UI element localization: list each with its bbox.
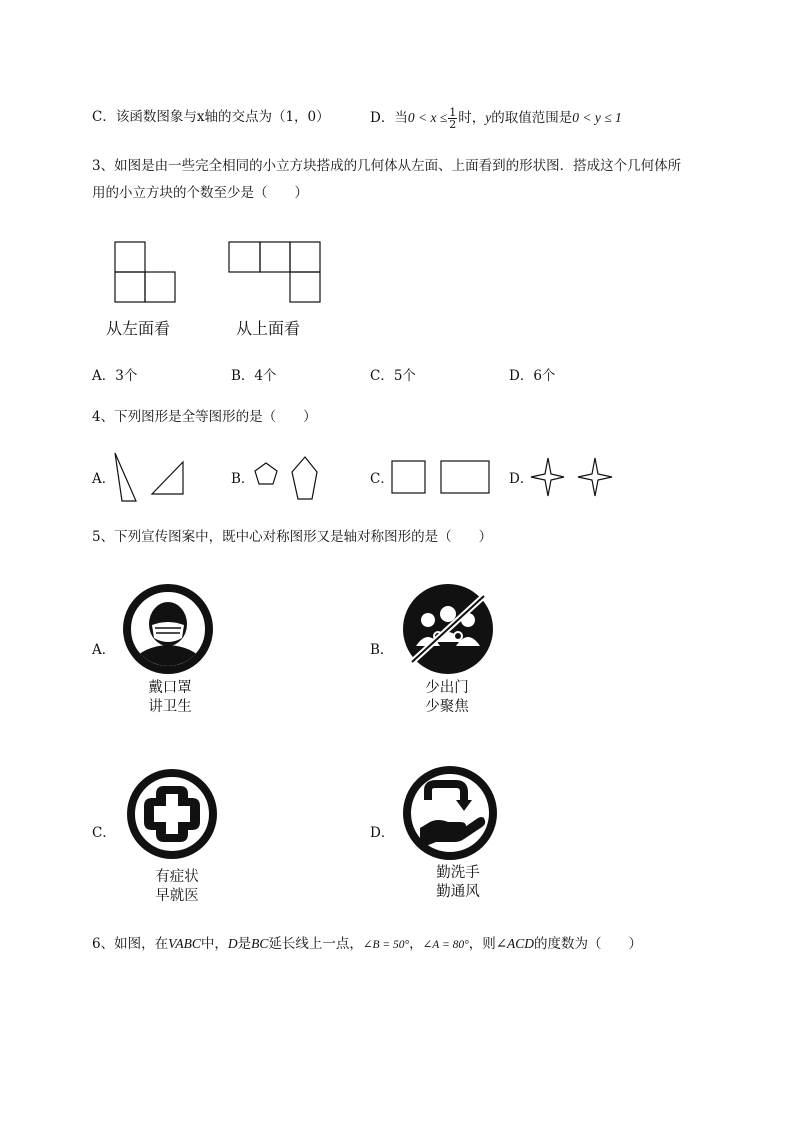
top-view-figure — [225, 238, 325, 304]
q4-option-c-label[interactable]: C． — [370, 471, 394, 487]
q5-option-d-label[interactable]: D． — [370, 825, 395, 841]
q4-stem: 4、下列图形是全等图形的是（ ） — [92, 409, 317, 425]
no-crowd-icon — [398, 584, 498, 674]
q6-mid3: 延长线上一点， — [268, 936, 363, 952]
caption-line: 戴口罩 — [148, 680, 192, 696]
q2-option-d-var: y — [485, 110, 492, 125]
q5-option-c-caption — [137, 868, 217, 906]
q5-stem: 5、下列宣传图案中，既中心对称图形又是轴对称图形的是（ ） — [92, 529, 493, 545]
q5-option-a-label[interactable]: A． — [92, 642, 116, 658]
q2-option-c: C．该函数图象与x轴的交点为（1，0） — [92, 109, 330, 125]
q6-mid2: 是 — [237, 936, 252, 952]
q2-option-d-suffix: 的取值范围是 — [491, 110, 573, 126]
q4-option-c-rectangles — [390, 459, 492, 495]
caption-line: 有症状 — [155, 869, 199, 885]
fraction-numerator: 1 — [449, 106, 457, 119]
q2-option-d-prefix: D．当 — [370, 110, 408, 126]
mask-icon — [119, 584, 217, 674]
left-view-figure — [110, 238, 180, 304]
q6-angle-a: ∠A = 80° — [422, 939, 469, 951]
q6-mid1: 中， — [200, 936, 228, 952]
q6-prefix: 6、如图，在 — [92, 936, 169, 952]
q5-option-c-label[interactable]: C． — [92, 825, 116, 841]
q2-option-d-ineq: 0 < x ≤ — [407, 110, 448, 125]
q4-option-b-pentagons — [250, 454, 326, 504]
hand-wash-icon — [400, 766, 500, 860]
q6-segment: BC — [251, 936, 269, 951]
q3-option-c[interactable]: C．5个 — [370, 368, 416, 384]
q4-option-d-label[interactable]: D． — [509, 471, 534, 487]
caption-line: 讲卫生 — [148, 699, 192, 715]
q3-stem-line2: 用的小立方块的个数至少是（ ） — [92, 185, 308, 201]
q4-option-a-triangles — [112, 450, 188, 506]
q2-option-d-mid: 时， — [458, 110, 486, 126]
q6-angle-b: ∠B = 50° — [362, 939, 410, 951]
q2-option-d-fraction — [448, 107, 457, 130]
top-view-caption: 从上面看 — [236, 319, 301, 338]
q3-option-d[interactable]: D．6个 — [509, 368, 556, 384]
q3-stem-line1: 3、如图是由一些完全相同的小立方块搭成的几何体从左面、上面看到的形状图．搭成这个几何体所 — [92, 158, 682, 174]
q3-option-a[interactable]: A．3个 — [92, 368, 138, 384]
medical-cross-icon — [124, 768, 220, 860]
q5-option-a-caption — [130, 679, 210, 717]
q5-option-b-caption — [407, 679, 487, 717]
q6-triangle: VABC — [168, 936, 201, 951]
q6-angle-acd: ∠ACD — [495, 936, 535, 951]
caption-line: 勤通风 — [436, 884, 480, 900]
q2-option-d-range: 0 < y ≤ 1 — [572, 110, 622, 125]
q3-option-b[interactable]: B．4个 — [231, 368, 277, 384]
q4-option-a-label[interactable]: A． — [92, 471, 116, 487]
left-view-caption: 从左面看 — [106, 319, 171, 338]
fraction-denominator: 2 — [449, 118, 457, 131]
q6-point-d: D — [227, 936, 238, 951]
q6-stem — [92, 935, 642, 954]
q2-option-d — [370, 104, 622, 132]
caption-line: 少聚焦 — [425, 699, 469, 715]
caption-line: 早就医 — [155, 888, 199, 904]
caption-line: 少出门 — [425, 680, 469, 696]
q6-mid4: ，则 — [468, 936, 496, 952]
q5-option-d-caption — [418, 864, 498, 902]
q6-sep: ， — [409, 936, 423, 952]
caption-line: 勤洗手 — [436, 865, 480, 881]
q5-option-b-label[interactable]: B． — [370, 642, 394, 658]
q4-option-d-stars — [528, 456, 616, 500]
q6-suffix: 的度数为（ ） — [534, 936, 643, 952]
q4-option-b-label[interactable]: B． — [231, 471, 255, 487]
